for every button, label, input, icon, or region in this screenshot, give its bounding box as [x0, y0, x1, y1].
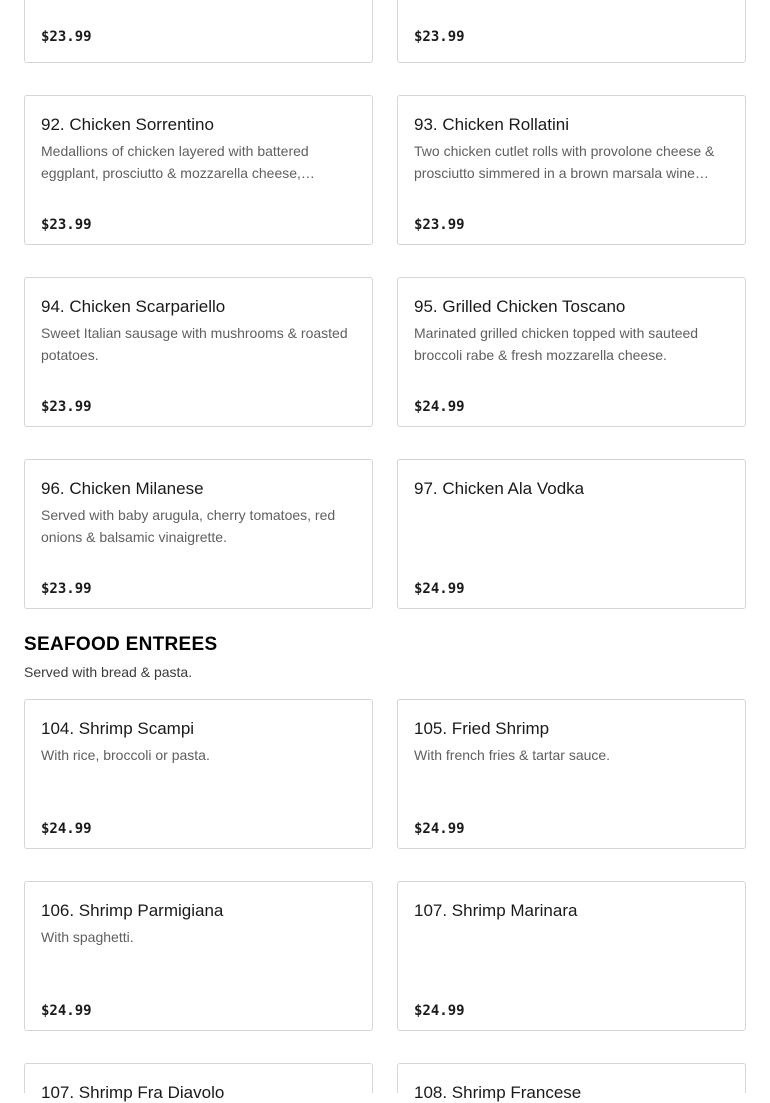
- menu-item-card[interactable]: [397, 699, 746, 849]
- item-name: 107. Shrimp Marinara: [414, 901, 578, 920]
- item-description: With rice, broccoli or pasta.: [41, 747, 210, 763]
- item-description: Sweet Italian sausage with mushrooms & roasted potatoes.: [41, 325, 348, 363]
- item-price: $24.99: [414, 1003, 465, 1019]
- menu-item-card[interactable]: [397, 1063, 746, 1102]
- item-description: Marinated grilled chicken topped with sauteed broccoli rabe & fresh mozzarella cheese.: [414, 325, 699, 363]
- menu-item-card[interactable]: [397, 459, 746, 609]
- item-price: $23.99: [414, 29, 465, 45]
- item-price: $23.99: [41, 29, 92, 45]
- item-description: With spaghetti.: [41, 929, 134, 945]
- item-name: 106. Shrimp Parmigiana: [41, 901, 224, 920]
- menu-item-card[interactable]: [397, 0, 746, 63]
- item-price: $23.99: [41, 399, 92, 415]
- section-subtitle: Served with bread & pasta.: [24, 664, 193, 680]
- item-name: 92. Chicken Sorrentino: [41, 115, 214, 134]
- menu-item-card[interactable]: [24, 459, 373, 609]
- item-name: 107. Shrimp Fra Diavolo: [41, 1083, 225, 1102]
- item-name: 108. Shrimp Francese: [414, 1083, 582, 1102]
- section-title: SEAFOOD ENTREES: [24, 634, 218, 655]
- menu-item-card[interactable]: [24, 1063, 373, 1102]
- item-description: Two chicken cutlet rolls with provolone cheese & prosciutto simmered in a brown marsala wine…: [414, 143, 715, 181]
- menu-item-card[interactable]: [24, 0, 373, 63]
- item-name: 97. Chicken Ala Vodka: [414, 479, 585, 498]
- menu-item-card[interactable]: [397, 95, 746, 245]
- item-name: 105. Fried Shrimp: [414, 719, 550, 738]
- item-name: 96. Chicken Milanese: [41, 479, 204, 498]
- menu-item-card[interactable]: [24, 95, 373, 245]
- item-price: $24.99: [414, 399, 465, 415]
- item-name: 94. Chicken Scarpariello: [41, 297, 226, 316]
- item-name: 104. Shrimp Scampi: [41, 719, 195, 738]
- menu-item-card[interactable]: [397, 277, 746, 427]
- item-price: $23.99: [414, 217, 465, 233]
- item-price: $24.99: [414, 821, 465, 837]
- item-price: $23.99: [41, 217, 92, 233]
- item-name: 93. Chicken Rollatini: [414, 115, 569, 134]
- menu-item-card[interactable]: [24, 277, 373, 427]
- item-description: With french fries & tartar sauce.: [414, 747, 611, 763]
- item-description: Medallions of chicken layered with battered eggplant, prosciutto & mozzarella cheese,…: [41, 143, 315, 181]
- item-price: $24.99: [41, 1003, 92, 1019]
- item-price: $24.99: [41, 821, 92, 837]
- menu-item-card[interactable]: [24, 699, 373, 849]
- menu-item-card[interactable]: [24, 881, 373, 1031]
- menu-item-card[interactable]: [397, 881, 746, 1031]
- item-description: Served with baby arugula, cherry tomatoes, red onions & balsamic vinaigrette.: [41, 507, 336, 545]
- item-price: $23.99: [41, 581, 92, 597]
- item-price: $24.99: [414, 581, 465, 597]
- item-name: 95. Grilled Chicken Toscano: [414, 297, 626, 316]
